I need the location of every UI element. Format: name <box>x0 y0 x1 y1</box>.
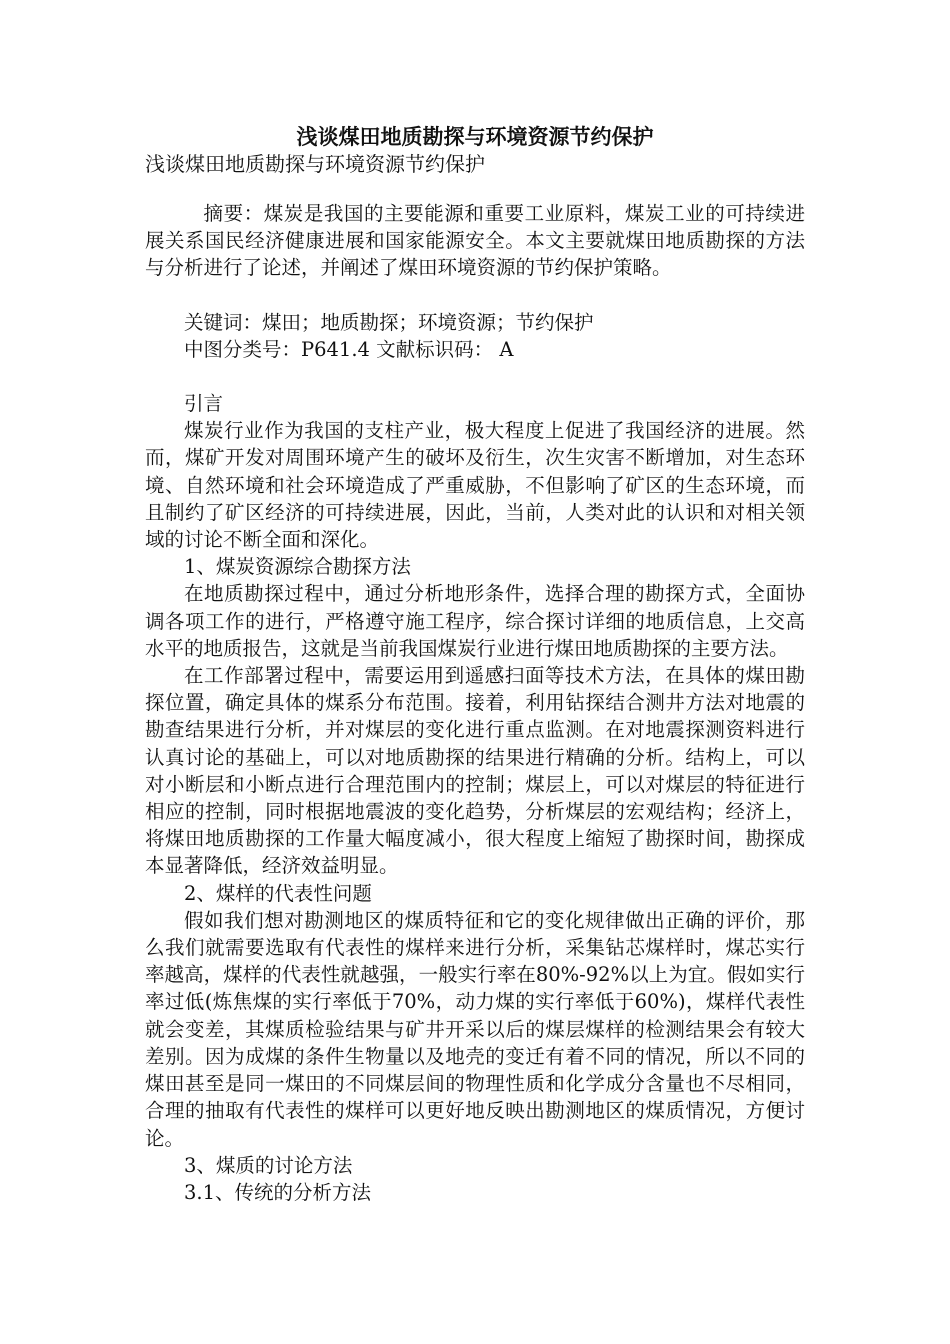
classification-line: 中图分类号：P641.4 文献标识码： A <box>184 337 514 361</box>
section-1-paragraph-1: 在地质勘探过程中，通过分析地形条件，选择合理的勘探方式，全面协调各项工作的进行，严格遵守施工程序，综合探讨详细的地质信息，上交高水平的地质报告，这就是当前我国煤炭行业进行煤田地质勘探的主要方法。 <box>145 582 805 660</box>
document-subtitle: 浅谈煤田地质勘探与环境资源节约保护 <box>145 152 485 176</box>
intro-heading: 引言 <box>184 392 224 416</box>
section-1-paragraph-2: 在工作部署过程中，需要运用到遥感扫面等技术方法，在具体的煤田勘探位置，确定具体的煤系分布范围。接着，利用钻探结合测井方法对地震的勘查结果进行分析，并对煤层的变化进行重点监测。在对地震探测资料进行认真讨论的基础上，可以对地质勘探的结果进行精确的分析。结构上，可以对小断层和小断点进行合理范围内的控制；煤层上，可以对煤层的特征进行相应的控制，同时根据地震波的变化趋势，分析煤层的宏观结构；经济上，将煤田地质勘探的工作量大幅度减小，很大程度上缩短了勘探时间，勘探成本显著降低，经济效益明显。 <box>145 664 805 878</box>
intro-paragraph: 煤炭行业作为我国的支柱产业，极大程度上促进了我国经济的进展。然而，煤矿开发对周围环境产生的破坏及衍生，次生灾害不断增加，对生态环境、自然环境和社会环境造成了严重威胁，不但影响了矿区的生态环境，而且制约了矿区经济的可持续进展，因此，当前，人类对此的认识和对相关领域的讨论不断全面和深化。 <box>145 419 805 552</box>
keywords-line: 关键词：煤田；地质勘探；环境资源；节约保护 <box>184 310 594 334</box>
section-2-heading: 2、煤样的代表性问题 <box>184 881 372 905</box>
abstract-paragraph: 摘要：煤炭是我国的主要能源和重要工业原料，煤炭工业的可持续进展关系国民经济健康进展和国家能源安全。本文主要就煤田地质勘探的方法与分析进行了论述，并阐述了煤田环境资源的节约保护策略。 <box>145 202 805 280</box>
section-2-paragraph-1: 假如我们想对勘测地区的煤质特征和它的变化规律做出正确的评价，那么我们就需要选取有代表性的煤样来进行分析，采集钻芯煤样时，煤芯实行率越高，煤样的代表性就越强，一般实行率在80%-92%以上为宜。假如实行率过低(炼焦煤的实行率低于70%，动力煤的实行率低于60%)，煤样代表性就会变差，其煤质检验结果与矿井开采以后的煤层煤样的检测结果会有较大差别。因为成煤的条件生物量以及地壳的变迁有着不同的情况，所以不同的煤田甚至是同一煤田的不同煤层间的物理性质和化学成分含量也不尽相同，合理的抽取有代表性的煤样可以更好地反映出勘测地区的煤质情况，方便讨论。 <box>145 908 805 1150</box>
section-3-heading: 3、煤质的讨论方法 <box>184 1153 353 1177</box>
section-3-1-heading: 3.1、传统的分析方法 <box>184 1180 372 1204</box>
document-body <box>145 200 805 1206</box>
document-title: 浅谈煤田地质勘探与环境资源节约保护 <box>296 124 654 149</box>
section-1-heading: 1、煤炭资源综合勘探方法 <box>184 555 411 579</box>
